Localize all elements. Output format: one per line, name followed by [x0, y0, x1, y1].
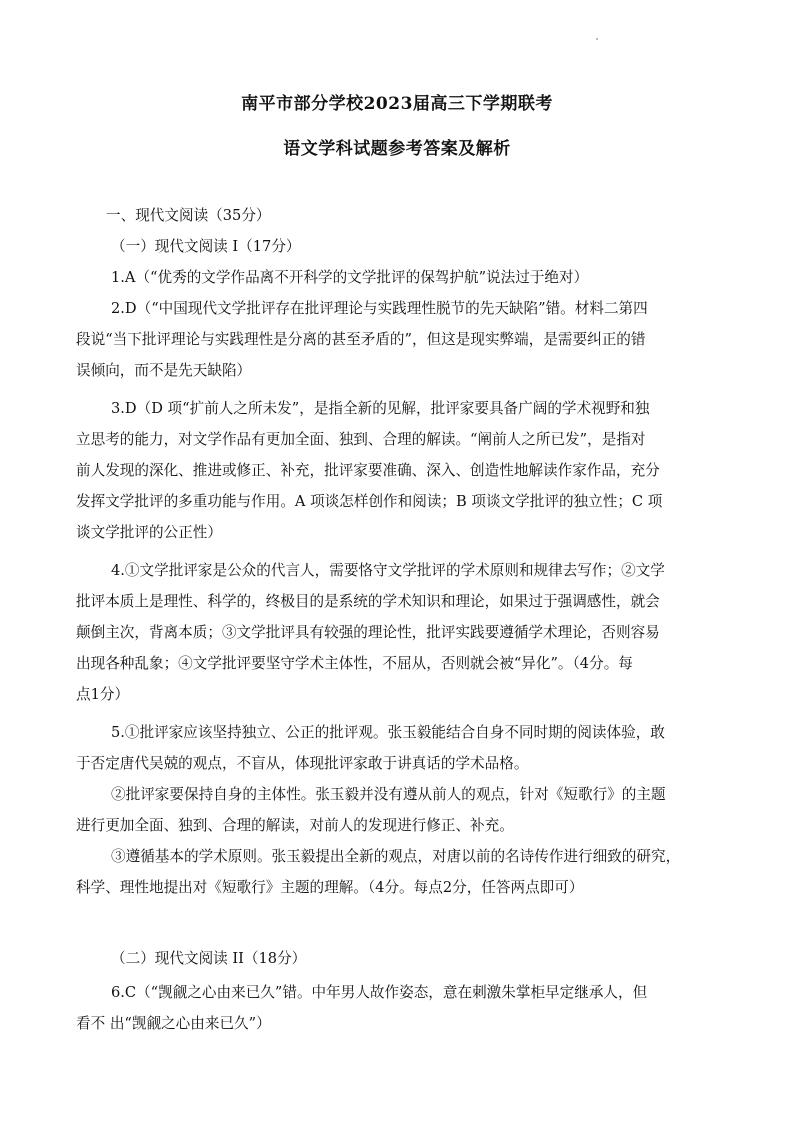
subsection-heading: （一）现代文阅读 I（17分） [111, 238, 301, 255]
answer-4-line-2: 批评本质上是理性、科学的，终极目的是系统的学术知识和理论，如果过于强调感性，就会 [76, 593, 660, 610]
answer-3-line-2: 立思考的能力，对文学作品有更加全面、独到、合理的解读。“阐前人之所已发”，是指对 [76, 431, 646, 448]
answer-6-line-1: 6.C（“觊觎之心由来已久”错。中年男人故作姿态，意在刺激朱掌柜早定继承人，但 [111, 984, 648, 1001]
document-title: 南平市部分学校2023届高三下学期联考 [241, 94, 553, 114]
answer-2-line-3: 误倾向，而不是先天缺陷） [76, 362, 252, 379]
document-subtitle: 语文学科试题参考答案及解析 [283, 139, 511, 159]
section-heading: 一、现代文阅读（35分） [106, 207, 271, 224]
answer-5-line-2: 于否定唐代吴兢的观点，不盲从，体现批评家敢于讲真话的学术品格。 [76, 755, 529, 772]
answer-4-line-4: 出现各种乱象；④文学批评要坚守学术主体性，不屈从，否则就会被“异化”。（4分。每 [76, 655, 633, 672]
answer-4-line-5: 点1分） [76, 686, 130, 703]
answer-4-line-3: 颠倒主次，背离本质；③文学批评具有较强的理论性，批评实践要遵循学术理论，否则容易 [76, 624, 660, 641]
answer-5-line-5: ③遵循基本的学术原则。张玉毅提出全新的观点，对唐以前的名诗传作进行细致的研究， [111, 848, 681, 865]
answer-3-line-1: 3.D（D 项“扩前人之所未发”，是指全新的见解，批评家要具备广阔的学术视野和独 [111, 400, 650, 417]
speck [596, 38, 598, 40]
answer-3-line-4: 发挥文学批评的多重功能与作用。A 项谈怎样创作和阅读；B 项谈文学批评的独立性；C 项 [76, 493, 663, 510]
answer-6-line-2: 看不 出“觊觎之心由来已久”） [76, 1015, 271, 1032]
answer-5-line-3: ②批评家要保持自身的主体性。张玉毅并没有遵从前人的观点，针对《短歌行》的主题 [111, 786, 666, 803]
answer-3-line-3: 前人发现的深化、推进或修正、补充，批评家要准确、深入、创造性地解读作家作品，充分 [76, 462, 660, 479]
answer-5-line-6: 科学、理性地提出对《短歌行》主题的理解。（4分。每点2分，任答两点即可） [76, 879, 584, 896]
answer-4-line-1: 4.①文学批评家是公众的代言人，需要恪守文学批评的学术原则和规律去写作；②文学 [111, 562, 665, 579]
answer-2-line-2: 段说“当下批评理论与实践理性是分离的甚至矛盾的”，但这是现实弊端，是需要纠正的错 [76, 331, 646, 348]
answer-3-line-5: 谈文学批评的公正性） [76, 524, 222, 541]
answer-2-line-1: 2.D（“中国现代文学批评存在批评理论与实践理性脱节的先天缺陷”错。材料二第四 [111, 300, 648, 317]
subsection-heading-2: （二）现代文阅读 II（18分） [111, 950, 307, 967]
answer-5-line-4: 进行更加全面、独到、合理的解读，对前人的发现进行修正、补充。 [76, 817, 514, 834]
answer-5-line-1: 5.①批评家应该坚持独立、公正的批评观。张玉毅能结合自身不同时期的阅读体验，敢 [111, 724, 665, 741]
answer-1: 1.A（“优秀的文学作品离不开科学的文学批评的保驾护航”说法过于绝对） [111, 269, 589, 286]
